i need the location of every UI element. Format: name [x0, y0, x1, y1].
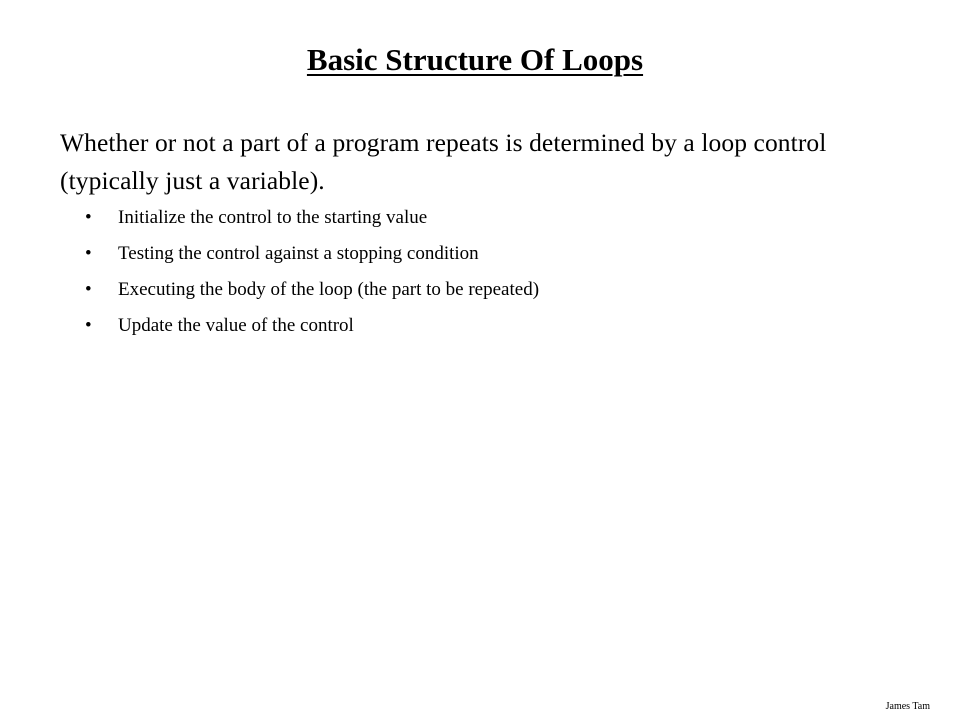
bullet-text: Update the value of the control — [118, 315, 354, 336]
list-item — [84, 308, 884, 344]
intro-text: Whether or not a part of a program repeats is determined by a loop control (typically just a variable). — [60, 128, 827, 195]
list-item — [84, 272, 884, 308]
bullet-text: Initialize the control to the starting value — [118, 207, 428, 228]
bullet-text: Executing the body of the loop (the part to be repeated) — [118, 279, 540, 300]
slide-title: Basic Structure Of Loops — [306, 42, 644, 77]
bullet-icon: • — [85, 279, 92, 300]
bullet-text: Testing the control against a stopping condition — [118, 243, 479, 264]
bullet-icon: • — [85, 315, 92, 336]
footer-author: James Tam — [885, 701, 930, 712]
list-item — [84, 200, 884, 236]
bullet-icon: • — [85, 207, 92, 228]
bullet-icon: • — [85, 243, 92, 264]
list-item — [84, 236, 884, 272]
bullet-list — [84, 200, 884, 344]
